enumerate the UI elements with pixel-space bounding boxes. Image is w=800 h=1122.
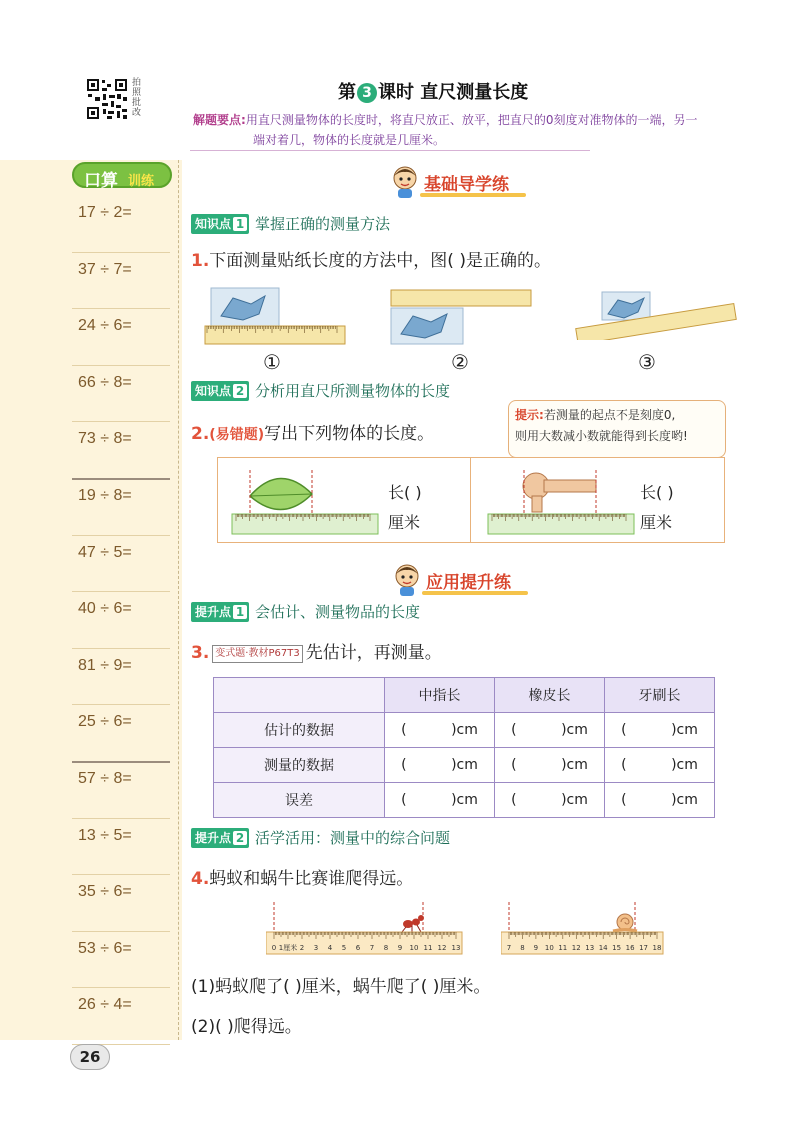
tip-label: 提示: bbox=[515, 408, 544, 422]
divider-line bbox=[178, 160, 179, 1040]
point-tag-number: 1 bbox=[233, 605, 247, 619]
table-header-cell: 牙刷长 bbox=[605, 678, 715, 713]
oral-practice-item: 73 ÷ 8= bbox=[72, 422, 170, 479]
table-row-label: 误差 bbox=[214, 783, 385, 818]
point-tag-number: 1 bbox=[233, 217, 247, 231]
oral-practice-item: 35 ÷ 6= bbox=[72, 875, 170, 932]
point-tag bbox=[191, 381, 249, 401]
question-text: 写出下列物体的长度。 bbox=[264, 424, 435, 444]
table-row-label: 估计的数据 bbox=[214, 713, 385, 748]
blank-open: ( bbox=[621, 757, 627, 773]
table-cell[interactable] bbox=[605, 713, 715, 748]
ruler-tick-label: 2 bbox=[299, 944, 305, 952]
ruler-tick-label: 17 bbox=[639, 944, 649, 952]
question-4-sub-2: (2)( )爬得远。 bbox=[191, 1017, 302, 1037]
oral-practice-title bbox=[72, 160, 172, 190]
qr-code-icon[interactable] bbox=[86, 78, 128, 120]
blank-unit: )cm bbox=[561, 757, 588, 773]
ruler-tick-label: 18 bbox=[652, 944, 662, 952]
oral-practice-item: 24 ÷ 6= bbox=[72, 309, 170, 366]
ant-ruler-figure bbox=[266, 900, 466, 958]
ruler-tick-label: 7 bbox=[506, 944, 512, 952]
table-cell[interactable] bbox=[605, 783, 715, 818]
ruler-tick-label: 1厘米 bbox=[278, 944, 298, 952]
question-text: 蚂蚁和蜗牛比赛谁爬得远。 bbox=[209, 869, 414, 889]
child-mascot-icon bbox=[392, 562, 422, 596]
oral-practice-item: 66 ÷ 8= bbox=[72, 366, 170, 423]
ruler-tick-label: 11 bbox=[423, 944, 433, 952]
oral-practice-item: 37 ÷ 7= bbox=[72, 253, 170, 310]
oral-practice-title-sub: 训练 bbox=[128, 174, 155, 189]
question-2 bbox=[191, 419, 434, 444]
question-4 bbox=[191, 864, 413, 889]
section-banner-advanced bbox=[392, 562, 532, 596]
table-header-cell bbox=[214, 678, 385, 713]
point-text: 分析用直尺所测量物体的长度 bbox=[255, 382, 451, 400]
question-number: 4. bbox=[191, 869, 210, 889]
blank-open: ( bbox=[401, 757, 407, 773]
blank-unit: )cm bbox=[671, 792, 698, 808]
blank-unit: )cm bbox=[671, 757, 698, 773]
table-cell[interactable] bbox=[605, 748, 715, 783]
q2-key-figure bbox=[486, 466, 636, 538]
q1-figure-2 bbox=[389, 288, 539, 348]
improvement-point-1 bbox=[191, 602, 420, 622]
oral-practice-item: 40 ÷ 6= bbox=[72, 592, 170, 649]
oral-practice-item: 17 ÷ 2= bbox=[72, 196, 170, 253]
question-4-sub-1: (1)蚂蚁爬了( )厘米，蜗牛爬了( )厘米。 bbox=[191, 977, 491, 997]
oral-practice-title-main: 口算 bbox=[84, 171, 118, 191]
table-cell[interactable] bbox=[385, 713, 495, 748]
variant-tag: 变式题·教材P67T3 bbox=[212, 645, 302, 663]
oral-practice-item: 13 ÷ 5= bbox=[72, 819, 170, 876]
ruler-tick-label: 12 bbox=[571, 944, 581, 952]
page-number: 26 bbox=[70, 1044, 110, 1070]
blank-unit: )cm bbox=[451, 792, 478, 808]
title-suffix: 课时 直尺测量长度 bbox=[378, 82, 529, 103]
point-tag bbox=[191, 828, 249, 848]
keypoint-note bbox=[193, 110, 738, 150]
question-1 bbox=[191, 246, 551, 271]
table-cell[interactable] bbox=[385, 748, 495, 783]
tip-line-2: 则用大数减小数就能得到长度哟! bbox=[515, 429, 688, 443]
oral-practice-item: 47 ÷ 5= bbox=[72, 536, 170, 593]
snail-icon bbox=[613, 914, 637, 931]
table-row bbox=[214, 748, 715, 783]
ruler-tick-label: 4 bbox=[327, 944, 333, 952]
question-number: 2. bbox=[191, 424, 210, 444]
blank-open: ( bbox=[401, 722, 407, 738]
ruler-tick-label: 14 bbox=[598, 944, 608, 952]
table-header-row bbox=[214, 678, 715, 713]
keypoint-line-2: 端对着几，物体的长度就是几厘米。 bbox=[253, 133, 446, 147]
question-text: 先估计，再测量。 bbox=[305, 643, 442, 663]
question-number: 3. bbox=[191, 643, 210, 663]
q2-right-length: 长( ) bbox=[640, 483, 674, 502]
q2-right-unit: 厘米 bbox=[640, 513, 673, 532]
keypoint-line-1: 用直尺测量物体的长度时，将直尺放正、放平，把直尺的0刻度对准物体的一端，另一 bbox=[245, 113, 698, 127]
question-text: 下面测量贴纸长度的方法中，图( )是正确的。 bbox=[209, 251, 551, 271]
ruler-tick-label: 16 bbox=[625, 944, 635, 952]
point-text: 会估计、测量物品的长度 bbox=[255, 603, 421, 621]
point-tag-label: 知识点 bbox=[195, 217, 232, 231]
blank-open: ( bbox=[511, 722, 517, 738]
blank-unit: )cm bbox=[451, 722, 478, 738]
ruler-tick-label: 6 bbox=[355, 944, 361, 952]
child-mascot-icon bbox=[390, 164, 420, 198]
keypoint-label: 解题要点: bbox=[193, 113, 246, 127]
improvement-point-2 bbox=[191, 828, 450, 848]
q2-leaf-figure bbox=[230, 466, 380, 538]
q1-option-label-2: ② bbox=[451, 350, 469, 374]
page-title bbox=[338, 78, 528, 104]
q2-answer-box bbox=[217, 457, 725, 543]
point-tag-label: 知识点 bbox=[195, 384, 232, 398]
point-tag-number: 2 bbox=[233, 384, 247, 398]
ruler-tick-label: 9 bbox=[397, 944, 403, 952]
ruler-tick-label: 13 bbox=[585, 944, 595, 952]
ruler-tick-label: 10 bbox=[544, 944, 554, 952]
question-tag: (易错题) bbox=[209, 427, 265, 443]
q1-option-label-3: ③ bbox=[638, 350, 656, 374]
section-banner-text: 基础导学练 bbox=[424, 175, 509, 195]
question-number: 1. bbox=[191, 251, 210, 271]
ruler-tick-label: 11 bbox=[558, 944, 568, 952]
oral-practice-item: 26 ÷ 4= bbox=[72, 988, 170, 1045]
q2-box-divider bbox=[470, 458, 471, 542]
blank-unit: )cm bbox=[451, 757, 478, 773]
ruler-tick-label: 8 bbox=[383, 944, 389, 952]
table-header-cell: 中指长 bbox=[385, 678, 495, 713]
q3-table bbox=[213, 677, 715, 818]
point-tag bbox=[191, 602, 249, 622]
knowledge-point-1 bbox=[191, 214, 390, 234]
blank-unit: )cm bbox=[561, 792, 588, 808]
oral-practice-pill bbox=[72, 162, 172, 191]
header-rule bbox=[190, 150, 590, 151]
oral-practice-item: 19 ÷ 8= bbox=[72, 479, 170, 536]
q1-option-label-1: ① bbox=[263, 350, 281, 374]
point-tag bbox=[191, 214, 249, 234]
table-row-label: 测量的数据 bbox=[214, 748, 385, 783]
blank-unit: )cm bbox=[671, 722, 698, 738]
ruler-tick-label: 9 bbox=[533, 944, 539, 952]
q1-figure-1 bbox=[203, 286, 353, 348]
table-cell[interactable] bbox=[495, 748, 605, 783]
ruler-tick-label: 7 bbox=[369, 944, 375, 952]
blank-open: ( bbox=[401, 792, 407, 808]
section-banner-text: 应用提升练 bbox=[426, 573, 511, 593]
table-header-cell: 橡皮长 bbox=[495, 678, 605, 713]
oral-practice-item: 53 ÷ 6= bbox=[72, 932, 170, 989]
q2-left-unit: 厘米 bbox=[388, 513, 421, 532]
point-tag-label: 提升点 bbox=[195, 831, 232, 845]
blank-open: ( bbox=[621, 792, 627, 808]
ruler-tick-label: 10 bbox=[409, 944, 419, 952]
table-row bbox=[214, 713, 715, 748]
ruler-tick-label: 15 bbox=[612, 944, 622, 952]
point-tag-number: 2 bbox=[233, 831, 247, 845]
ruler-tick-label: 12 bbox=[437, 944, 447, 952]
ant-icon bbox=[402, 915, 424, 932]
point-text: 掌握正确的测量方法 bbox=[255, 215, 391, 233]
snail-ruler-figure bbox=[501, 900, 666, 958]
ruler-tick-label: 5 bbox=[341, 944, 347, 952]
blank-open: ( bbox=[621, 722, 627, 738]
title-prefix: 第 bbox=[338, 82, 356, 103]
question-3 bbox=[191, 638, 442, 663]
ruler-tick-label: 13 bbox=[451, 944, 461, 952]
ruler-tick-label: 0 bbox=[271, 944, 277, 952]
q2-left-length: 长( ) bbox=[388, 483, 422, 502]
blank-open: ( bbox=[511, 757, 517, 773]
point-tag-label: 提升点 bbox=[195, 605, 232, 619]
lesson-number-badge: 3 bbox=[357, 83, 377, 103]
q1-figure-3 bbox=[572, 290, 740, 340]
table-cell[interactable] bbox=[495, 713, 605, 748]
knowledge-point-2 bbox=[191, 381, 450, 401]
tip-line-1: 若测量的起点不是刻度0, bbox=[543, 408, 676, 422]
ruler-tick-label: 3 bbox=[313, 944, 319, 952]
oral-practice-item: 81 ÷ 9= bbox=[72, 649, 170, 706]
blank-unit: )cm bbox=[561, 722, 588, 738]
point-text: 活学活用：测量中的综合问题 bbox=[255, 829, 451, 847]
section-banner-basic bbox=[390, 164, 530, 198]
oral-practice-item: 57 ÷ 8= bbox=[72, 762, 170, 819]
ruler-tick-label: 8 bbox=[520, 944, 525, 952]
qr-caption: 拍照批改 bbox=[132, 78, 142, 118]
table-row bbox=[214, 783, 715, 818]
blank-open: ( bbox=[511, 792, 517, 808]
oral-practice-item: 25 ÷ 6= bbox=[72, 705, 170, 762]
tip-box bbox=[508, 400, 726, 458]
table-cell[interactable] bbox=[495, 783, 605, 818]
table-cell[interactable] bbox=[385, 783, 495, 818]
